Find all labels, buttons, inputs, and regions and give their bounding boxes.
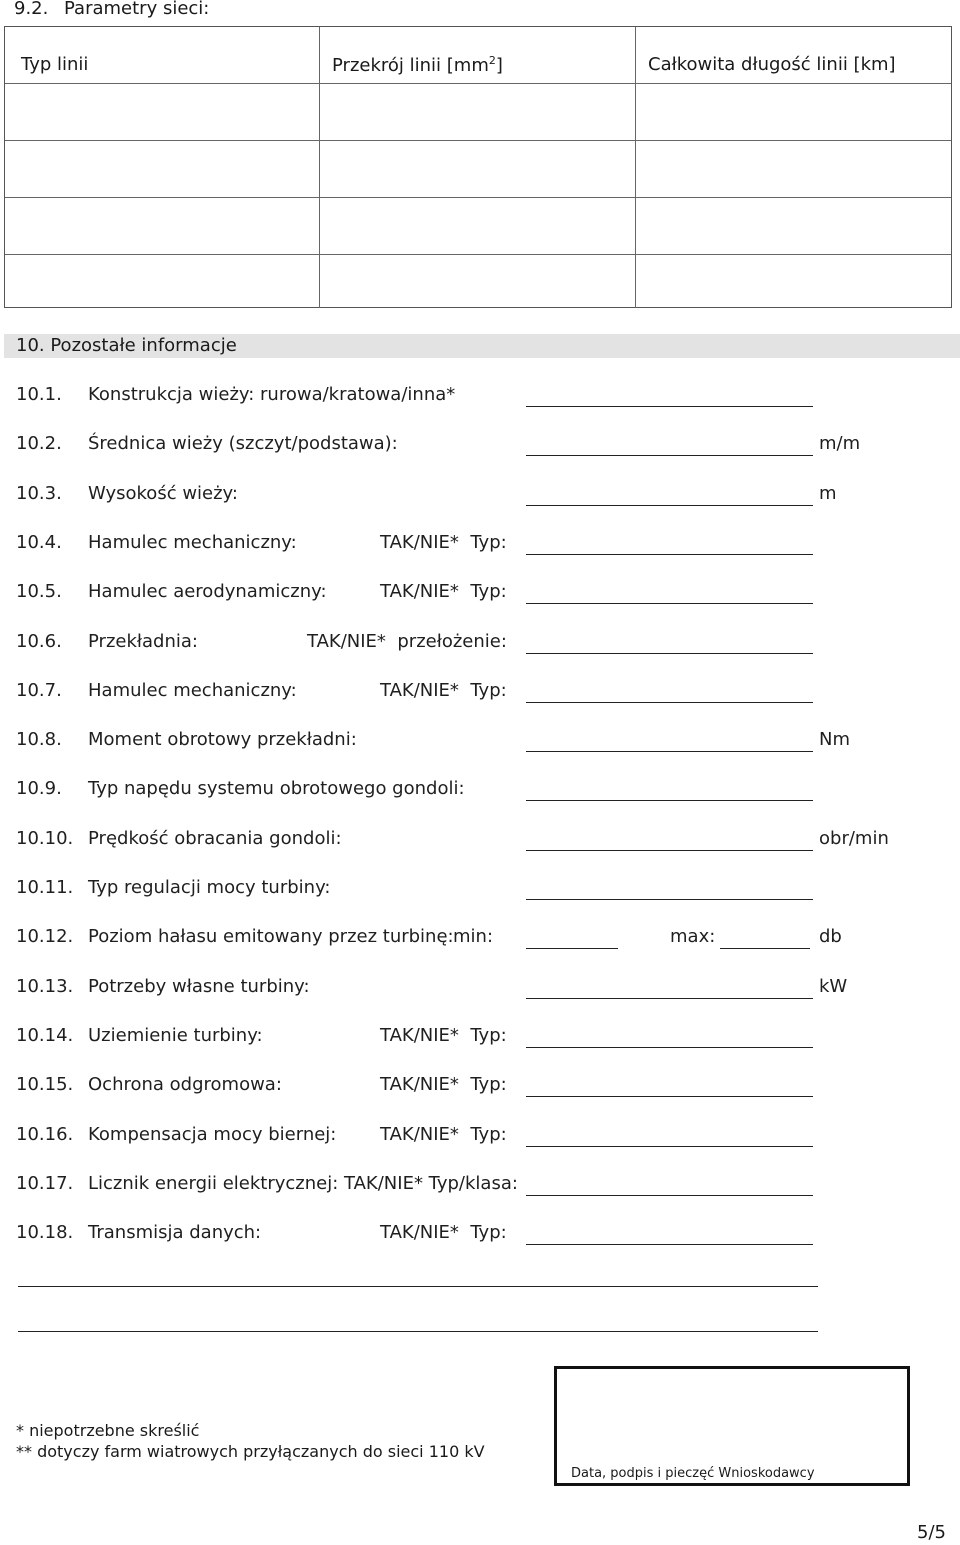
section-heading-9-2 bbox=[14, 0, 209, 19]
item-unit: m bbox=[819, 483, 837, 504]
item-number: 10.6. bbox=[16, 631, 62, 652]
header-total-length: Całkowita długość linii [km] bbox=[648, 54, 896, 75]
item-label: Typ regulacji mocy turbiny: bbox=[88, 877, 331, 898]
free-text-line[interactable] bbox=[18, 1286, 818, 1287]
item-number: 10.5. bbox=[16, 581, 62, 602]
answer-line[interactable] bbox=[526, 603, 813, 604]
item-label: Poziom hałasu emitowany przez turbinę: bbox=[88, 926, 454, 947]
item-option: TAK/NIE* Typ: bbox=[380, 581, 507, 602]
signature-caption: Data, podpis i pieczęć Wnioskodawcy bbox=[571, 1466, 815, 1481]
item-option: TAK/NIE* przełożenie: bbox=[307, 631, 507, 652]
table-cell[interactable] bbox=[319, 141, 636, 197]
item-option: TAK/NIE* Typ: bbox=[380, 532, 507, 553]
table-cell[interactable] bbox=[5, 198, 319, 254]
table-row bbox=[5, 255, 951, 308]
free-text-line[interactable] bbox=[18, 1331, 818, 1332]
item-unit: Nm bbox=[819, 729, 850, 750]
table-cell[interactable] bbox=[635, 198, 951, 254]
answer-line[interactable] bbox=[526, 702, 813, 703]
page-number: 5/5 bbox=[917, 1522, 946, 1543]
answer-line[interactable] bbox=[526, 1195, 813, 1196]
item-number: 10.17. bbox=[16, 1173, 74, 1194]
footnote: * niepotrzebne skreślić bbox=[16, 1421, 200, 1440]
item-option-max: max: bbox=[670, 926, 716, 947]
table-cell[interactable] bbox=[319, 198, 636, 254]
item-label: Moment obrotowy przekładni: bbox=[88, 729, 357, 750]
signature-box[interactable] bbox=[554, 1366, 910, 1486]
table-cell[interactable] bbox=[5, 255, 319, 308]
answer-line[interactable] bbox=[526, 554, 813, 555]
item-option: TAK/NIE* Typ: bbox=[380, 1025, 507, 1046]
item-number: 10.2. bbox=[16, 433, 62, 454]
item-label: Typ napędu systemu obrotowego gondoli: bbox=[88, 778, 465, 799]
item-label: Ochrona odgromowa: bbox=[88, 1074, 282, 1095]
answer-line[interactable] bbox=[526, 998, 813, 999]
header-line-type: Typ linii bbox=[21, 54, 89, 75]
item-number: 10.15. bbox=[16, 1074, 74, 1095]
answer-line[interactable] bbox=[526, 800, 813, 801]
table-row bbox=[5, 198, 951, 255]
item-number: 10.13. bbox=[16, 976, 74, 997]
answer-line[interactable] bbox=[526, 1047, 813, 1048]
table-cell[interactable] bbox=[5, 84, 319, 140]
item-number: 10.9. bbox=[16, 778, 62, 799]
item-number: 10.8. bbox=[16, 729, 62, 750]
item-label: Licznik energii elektrycznej: TAK/NIE* Typ/klasa: bbox=[88, 1173, 518, 1194]
item-label: Hamulec mechaniczny: bbox=[88, 532, 297, 553]
item-number: 10.18. bbox=[16, 1222, 74, 1243]
item-unit: kW bbox=[819, 976, 848, 997]
answer-line[interactable] bbox=[526, 653, 813, 654]
item-number: 10.3. bbox=[16, 483, 62, 504]
table-header-cell bbox=[319, 27, 636, 83]
item-unit: obr/min bbox=[819, 828, 889, 849]
network-parameters-table bbox=[4, 26, 952, 308]
table-cell[interactable] bbox=[635, 141, 951, 197]
answer-line[interactable] bbox=[526, 850, 813, 851]
section-title: 10. Pozostałe informacje bbox=[16, 335, 237, 356]
table-cell[interactable] bbox=[635, 255, 951, 308]
footnote: ** dotyczy farm wiatrowych przyłączanych do sieci 110 kV bbox=[16, 1442, 485, 1461]
item-label: Przekładnia: bbox=[88, 631, 198, 652]
header-cross-section: Przekrój linii $[mm^2]$ bbox=[332, 54, 503, 76]
item-label: Uziemienie turbiny: bbox=[88, 1025, 263, 1046]
answer-line[interactable] bbox=[526, 1146, 813, 1147]
item-label: Potrzeby własne turbiny: bbox=[88, 976, 310, 997]
item-option: TAK/NIE* Typ: bbox=[380, 1124, 507, 1145]
section-number: 9.2. bbox=[14, 0, 49, 19]
item-option: TAK/NIE* Typ: bbox=[380, 1222, 507, 1243]
answer-line[interactable] bbox=[526, 505, 813, 506]
item-label: Konstrukcja wieży: rurowa/kratowa/inna* bbox=[88, 384, 456, 405]
table-cell[interactable] bbox=[5, 141, 319, 197]
answer-line[interactable] bbox=[526, 899, 813, 900]
item-label: Hamulec aerodynamiczny: bbox=[88, 581, 327, 602]
table-row bbox=[5, 141, 951, 198]
item-unit: m/m bbox=[819, 433, 861, 454]
item-number: 10.4. bbox=[16, 532, 62, 553]
table-header-cell bbox=[5, 27, 319, 83]
item-label: Prędkość obracania gondoli: bbox=[88, 828, 342, 849]
item-label: Wysokość wieży: bbox=[88, 483, 238, 504]
item-number: 10.11. bbox=[16, 877, 74, 898]
table-header-cell bbox=[635, 27, 951, 83]
item-option: TAK/NIE* Typ: bbox=[380, 680, 507, 701]
item-label: Transmisja danych: bbox=[88, 1222, 262, 1243]
table-cell[interactable] bbox=[319, 255, 636, 308]
item-number: 10.10. bbox=[16, 828, 74, 849]
table-header-row bbox=[5, 27, 951, 84]
item-number: 10.12. bbox=[16, 926, 74, 947]
table-cell[interactable] bbox=[319, 84, 636, 140]
item-option: min: bbox=[453, 926, 494, 947]
table-cell[interactable] bbox=[635, 84, 951, 140]
item-number: 10.14. bbox=[16, 1025, 74, 1046]
item-label: Hamulec mechaniczny: bbox=[88, 680, 297, 701]
min-value-line[interactable] bbox=[526, 948, 618, 949]
answer-line[interactable] bbox=[526, 751, 813, 752]
item-number: 10.16. bbox=[16, 1124, 74, 1145]
answer-line[interactable] bbox=[526, 406, 813, 407]
item-number: 10.7. bbox=[16, 680, 62, 701]
section-title: Parametry sieci: bbox=[64, 0, 210, 19]
answer-line[interactable] bbox=[526, 1244, 813, 1245]
table-row bbox=[5, 84, 951, 141]
item-number: 10.1. bbox=[16, 384, 62, 405]
item-unit: db bbox=[819, 926, 842, 947]
answer-line[interactable] bbox=[526, 455, 813, 456]
section-heading-10 bbox=[4, 334, 960, 358]
item-label: Średnica wieży (szczyt/podstawa): bbox=[88, 433, 398, 454]
item-option: TAK/NIE* Typ: bbox=[380, 1074, 507, 1095]
max-value-line[interactable] bbox=[720, 948, 810, 949]
item-label: Kompensacja mocy biernej: bbox=[88, 1124, 337, 1145]
answer-line[interactable] bbox=[526, 1096, 813, 1097]
